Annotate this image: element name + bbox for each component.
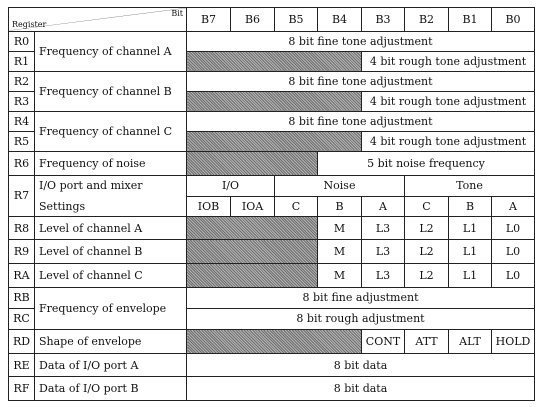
header-row <box>9 8 535 32</box>
bit-cell: ALT <box>449 330 492 354</box>
bit-field: 8 bit fine tone adjustment <box>187 111 535 131</box>
table-row <box>9 111 535 131</box>
bit-cell: L0 <box>492 240 535 264</box>
bit-cell: C <box>275 196 318 216</box>
bit-header-b7: B7 <box>187 8 231 32</box>
table-row <box>9 353 535 377</box>
bit-cell: C <box>405 196 449 216</box>
bit-field: 8 bit fine adjustment <box>187 287 535 308</box>
register-id: R3 <box>9 91 35 111</box>
register-id: RA <box>9 264 35 288</box>
group-label-tone: Tone <box>405 175 535 196</box>
table-row <box>9 240 535 264</box>
bit-cell: L3 <box>362 240 405 264</box>
register-description: Frequency of channel C <box>35 111 187 151</box>
bit-field: 4 bit rough tone adjustment <box>362 91 535 111</box>
register-description: Shape of envelope <box>35 330 187 354</box>
bit-field: 8 bit rough adjustment <box>187 308 535 329</box>
register-id: RB <box>9 287 35 308</box>
bit-cell: M <box>318 264 362 288</box>
register-description: Frequency of channel A <box>35 31 187 71</box>
bit-header-b2: B2 <box>405 8 449 32</box>
table-row <box>9 175 535 196</box>
table-row <box>9 377 535 401</box>
register-description: Settings <box>35 196 187 216</box>
register-id: R6 <box>9 151 35 175</box>
unused-bits <box>187 151 318 175</box>
group-label-noise: Noise <box>275 175 405 196</box>
register-id: R4 <box>9 111 35 131</box>
table-row <box>9 151 535 175</box>
bit-cell: M <box>318 240 362 264</box>
table-row <box>9 31 535 51</box>
bit-cell: L1 <box>449 264 492 288</box>
table-row <box>9 287 535 308</box>
register-description: Data of I/O port B <box>35 377 187 401</box>
group-label-io: I/O <box>187 175 275 196</box>
bit-cell: A <box>492 196 535 216</box>
bit-header-b4: B4 <box>318 8 362 32</box>
bit-cell: L3 <box>362 264 405 288</box>
bit-cell: L0 <box>492 216 535 240</box>
register-id: R5 <box>9 131 35 151</box>
bit-cell: L2 <box>405 216 449 240</box>
register-id: R2 <box>9 71 35 91</box>
register-description: Frequency of noise <box>35 151 187 175</box>
register-description: I/O port and mixer <box>35 175 187 196</box>
register-description: Level of channel B <box>35 240 187 264</box>
bit-cell: CONT <box>362 330 405 354</box>
bit-cell: B <box>449 196 492 216</box>
register-id: RE <box>9 353 35 377</box>
bit-cell: L3 <box>362 216 405 240</box>
register-id: R0 <box>9 31 35 51</box>
bit-cell: HOLD <box>492 330 535 354</box>
bit-field: 8 bit data <box>187 377 535 401</box>
bit-cell: L2 <box>405 264 449 288</box>
register-id: R7 <box>9 175 35 216</box>
bit-field: 8 bit fine tone adjustment <box>187 31 535 51</box>
unused-bits <box>187 51 362 71</box>
bit-cell: ATT <box>405 330 449 354</box>
bit-field: 4 bit rough tone adjustment <box>362 51 535 71</box>
unused-bits <box>187 240 318 264</box>
bit-header-b3: B3 <box>362 8 405 32</box>
bit-cell: L0 <box>492 264 535 288</box>
register-description: Level of channel C <box>35 264 187 288</box>
table-row <box>9 216 535 240</box>
register-description: Frequency of channel B <box>35 71 187 111</box>
bit-header-b5: B5 <box>275 8 318 32</box>
bit-cell: M <box>318 216 362 240</box>
table-row <box>9 264 535 288</box>
bit-field: 4 bit rough tone adjustment <box>362 131 535 151</box>
bit-cell: IOB <box>187 196 231 216</box>
register-description: Data of I/O port A <box>35 353 187 377</box>
unused-bits <box>187 264 318 288</box>
register-id: RC <box>9 308 35 329</box>
register-id: R8 <box>9 216 35 240</box>
unused-bits <box>187 131 362 151</box>
bit-cell: L1 <box>449 216 492 240</box>
register-description: Frequency of envelope <box>35 287 187 329</box>
register-header-label: Register <box>12 19 47 29</box>
bit-cell: L2 <box>405 240 449 264</box>
unused-bits <box>187 330 362 354</box>
unused-bits <box>187 91 362 111</box>
table-row <box>9 330 535 354</box>
register-id: R1 <box>9 51 35 71</box>
bit-cell: IOA <box>231 196 275 216</box>
bit-header-b1: B1 <box>449 8 492 32</box>
bit-header-b0: B0 <box>492 8 535 32</box>
bit-cell: A <box>362 196 405 216</box>
table-row <box>9 196 535 216</box>
table-row <box>9 71 535 91</box>
bit-cell: L1 <box>449 240 492 264</box>
unused-bits <box>187 216 318 240</box>
register-id: RF <box>9 377 35 401</box>
bit-header-label: Bit <box>171 9 183 18</box>
bit-header-b6: B6 <box>231 8 275 32</box>
register-table <box>8 7 535 401</box>
header-corner <box>9 8 187 32</box>
register-id: R9 <box>9 240 35 264</box>
bit-field: 5 bit noise frequency <box>318 151 535 175</box>
register-id: RD <box>9 330 35 354</box>
bit-field: 8 bit fine tone adjustment <box>187 71 535 91</box>
bit-field: 8 bit data <box>187 353 535 377</box>
bit-cell: B <box>318 196 362 216</box>
register-description: Level of channel A <box>35 216 187 240</box>
